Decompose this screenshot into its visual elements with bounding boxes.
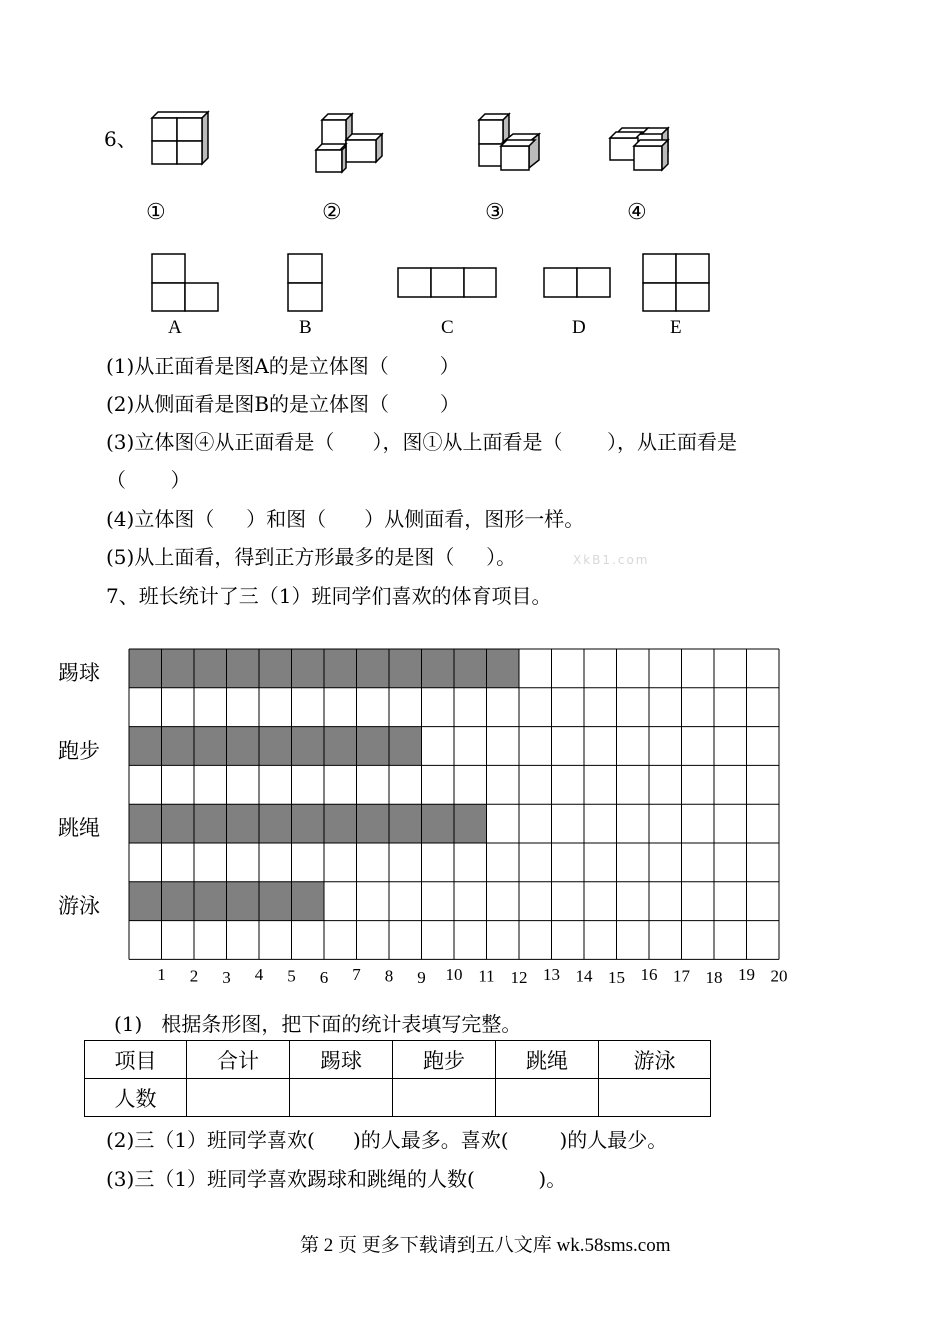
- table-header-cell: 项目: [85, 1041, 187, 1079]
- x-tick-label: 19: [738, 964, 755, 984]
- category-label-2: 跳绳: [58, 816, 100, 840]
- x-tick-label: 15: [608, 967, 625, 987]
- view-label-c: C: [441, 317, 454, 338]
- table-row-label: 人数: [85, 1079, 187, 1117]
- solid-label-2: ②: [322, 200, 342, 225]
- x-tick-label: 13: [543, 964, 560, 984]
- x-tick-label: 20: [770, 966, 788, 986]
- table-header-cell: 跳绳: [496, 1041, 599, 1079]
- x-tick-label: 9: [417, 967, 426, 987]
- table-cell-swimming[interactable]: [599, 1079, 711, 1117]
- x-tick-label: 14: [575, 966, 593, 986]
- table-cell-total[interactable]: [187, 1079, 290, 1117]
- table-header-cell: 合计: [187, 1041, 290, 1079]
- q7-sub-1: (1) 根据条形图，把下面的统计表填写完整。: [114, 1012, 522, 1036]
- bar-2: [129, 804, 487, 843]
- q7-title: 7、班长统计了三（1）班同学们喜欢的体育项目。: [106, 584, 552, 608]
- x-tick-label: 1: [157, 964, 166, 984]
- q6-question-5: (5)从上面看，得到正方形最多的是图（ ）。: [106, 545, 517, 569]
- x-tick-label: 10: [445, 964, 463, 984]
- solid-label-1: ①: [146, 200, 166, 225]
- q6-question-3: (3)立体图④从正面看是（ ），图①从上面看是（ ），从正面看是: [106, 430, 737, 454]
- q6-question-2: (2)从侧面看是图B的是立体图（ ）: [106, 392, 460, 416]
- x-tick-label: 3: [222, 967, 231, 987]
- x-tick-label: 18: [705, 967, 723, 987]
- page-footer: 第 2 页 更多下载请到五八文库 wk.58sms.com: [300, 1235, 671, 1256]
- x-tick-label: 2: [189, 966, 199, 986]
- q7-sub-2: (2)三（1）班同学喜欢( )的人最多。喜欢( )的人最少。: [106, 1128, 668, 1152]
- view-label-a: A: [168, 317, 182, 338]
- solid-label-3: ③: [485, 200, 505, 225]
- x-tick-label: 5: [287, 966, 296, 986]
- q6-question-4: (4)立体图（ ）和图（ ）从侧面看，图形一样。: [106, 507, 585, 531]
- table-header-cell: 游泳: [599, 1041, 711, 1079]
- table-row: [85, 1079, 711, 1117]
- x-tick-label: 8: [384, 966, 394, 986]
- x-tick-label: 4: [254, 964, 264, 984]
- x-tick-label: 17: [673, 966, 690, 986]
- table-header-cell: 踢球: [290, 1041, 393, 1079]
- question-number-6: 6、: [104, 127, 137, 151]
- table-cell-football[interactable]: [290, 1079, 393, 1117]
- x-tick-label: 11: [478, 966, 495, 986]
- x-tick-label: 6: [319, 967, 329, 987]
- q7-sub-3: (3)三（1）班同学喜欢踢球和跳绳的人数( )。: [106, 1167, 567, 1191]
- table-cell-rope[interactable]: [496, 1079, 599, 1117]
- watermark: XkB1.com: [573, 553, 650, 567]
- solid-label-4: ④: [627, 200, 647, 225]
- table-header-cell: 跑步: [393, 1041, 496, 1079]
- q6-question-3-continued: （ ）: [106, 468, 191, 492]
- table-header-row: [85, 1041, 711, 1079]
- view-label-e: E: [670, 317, 682, 338]
- x-tick-label: 16: [640, 964, 658, 984]
- category-label-1: 跑步: [58, 739, 100, 763]
- x-tick-label: 7: [352, 964, 361, 984]
- q6-question-1: (1)从正面看是图A的是立体图（ ）: [106, 354, 460, 378]
- category-label-0: 踢球: [58, 661, 100, 685]
- view-label-b: B: [299, 317, 312, 338]
- table-cell-running[interactable]: [393, 1079, 496, 1117]
- view-label-d: D: [572, 317, 586, 338]
- x-tick-label: 12: [510, 967, 528, 987]
- statistics-table: [84, 1040, 711, 1117]
- bar-1: [129, 727, 422, 766]
- category-label-3: 游泳: [58, 894, 100, 918]
